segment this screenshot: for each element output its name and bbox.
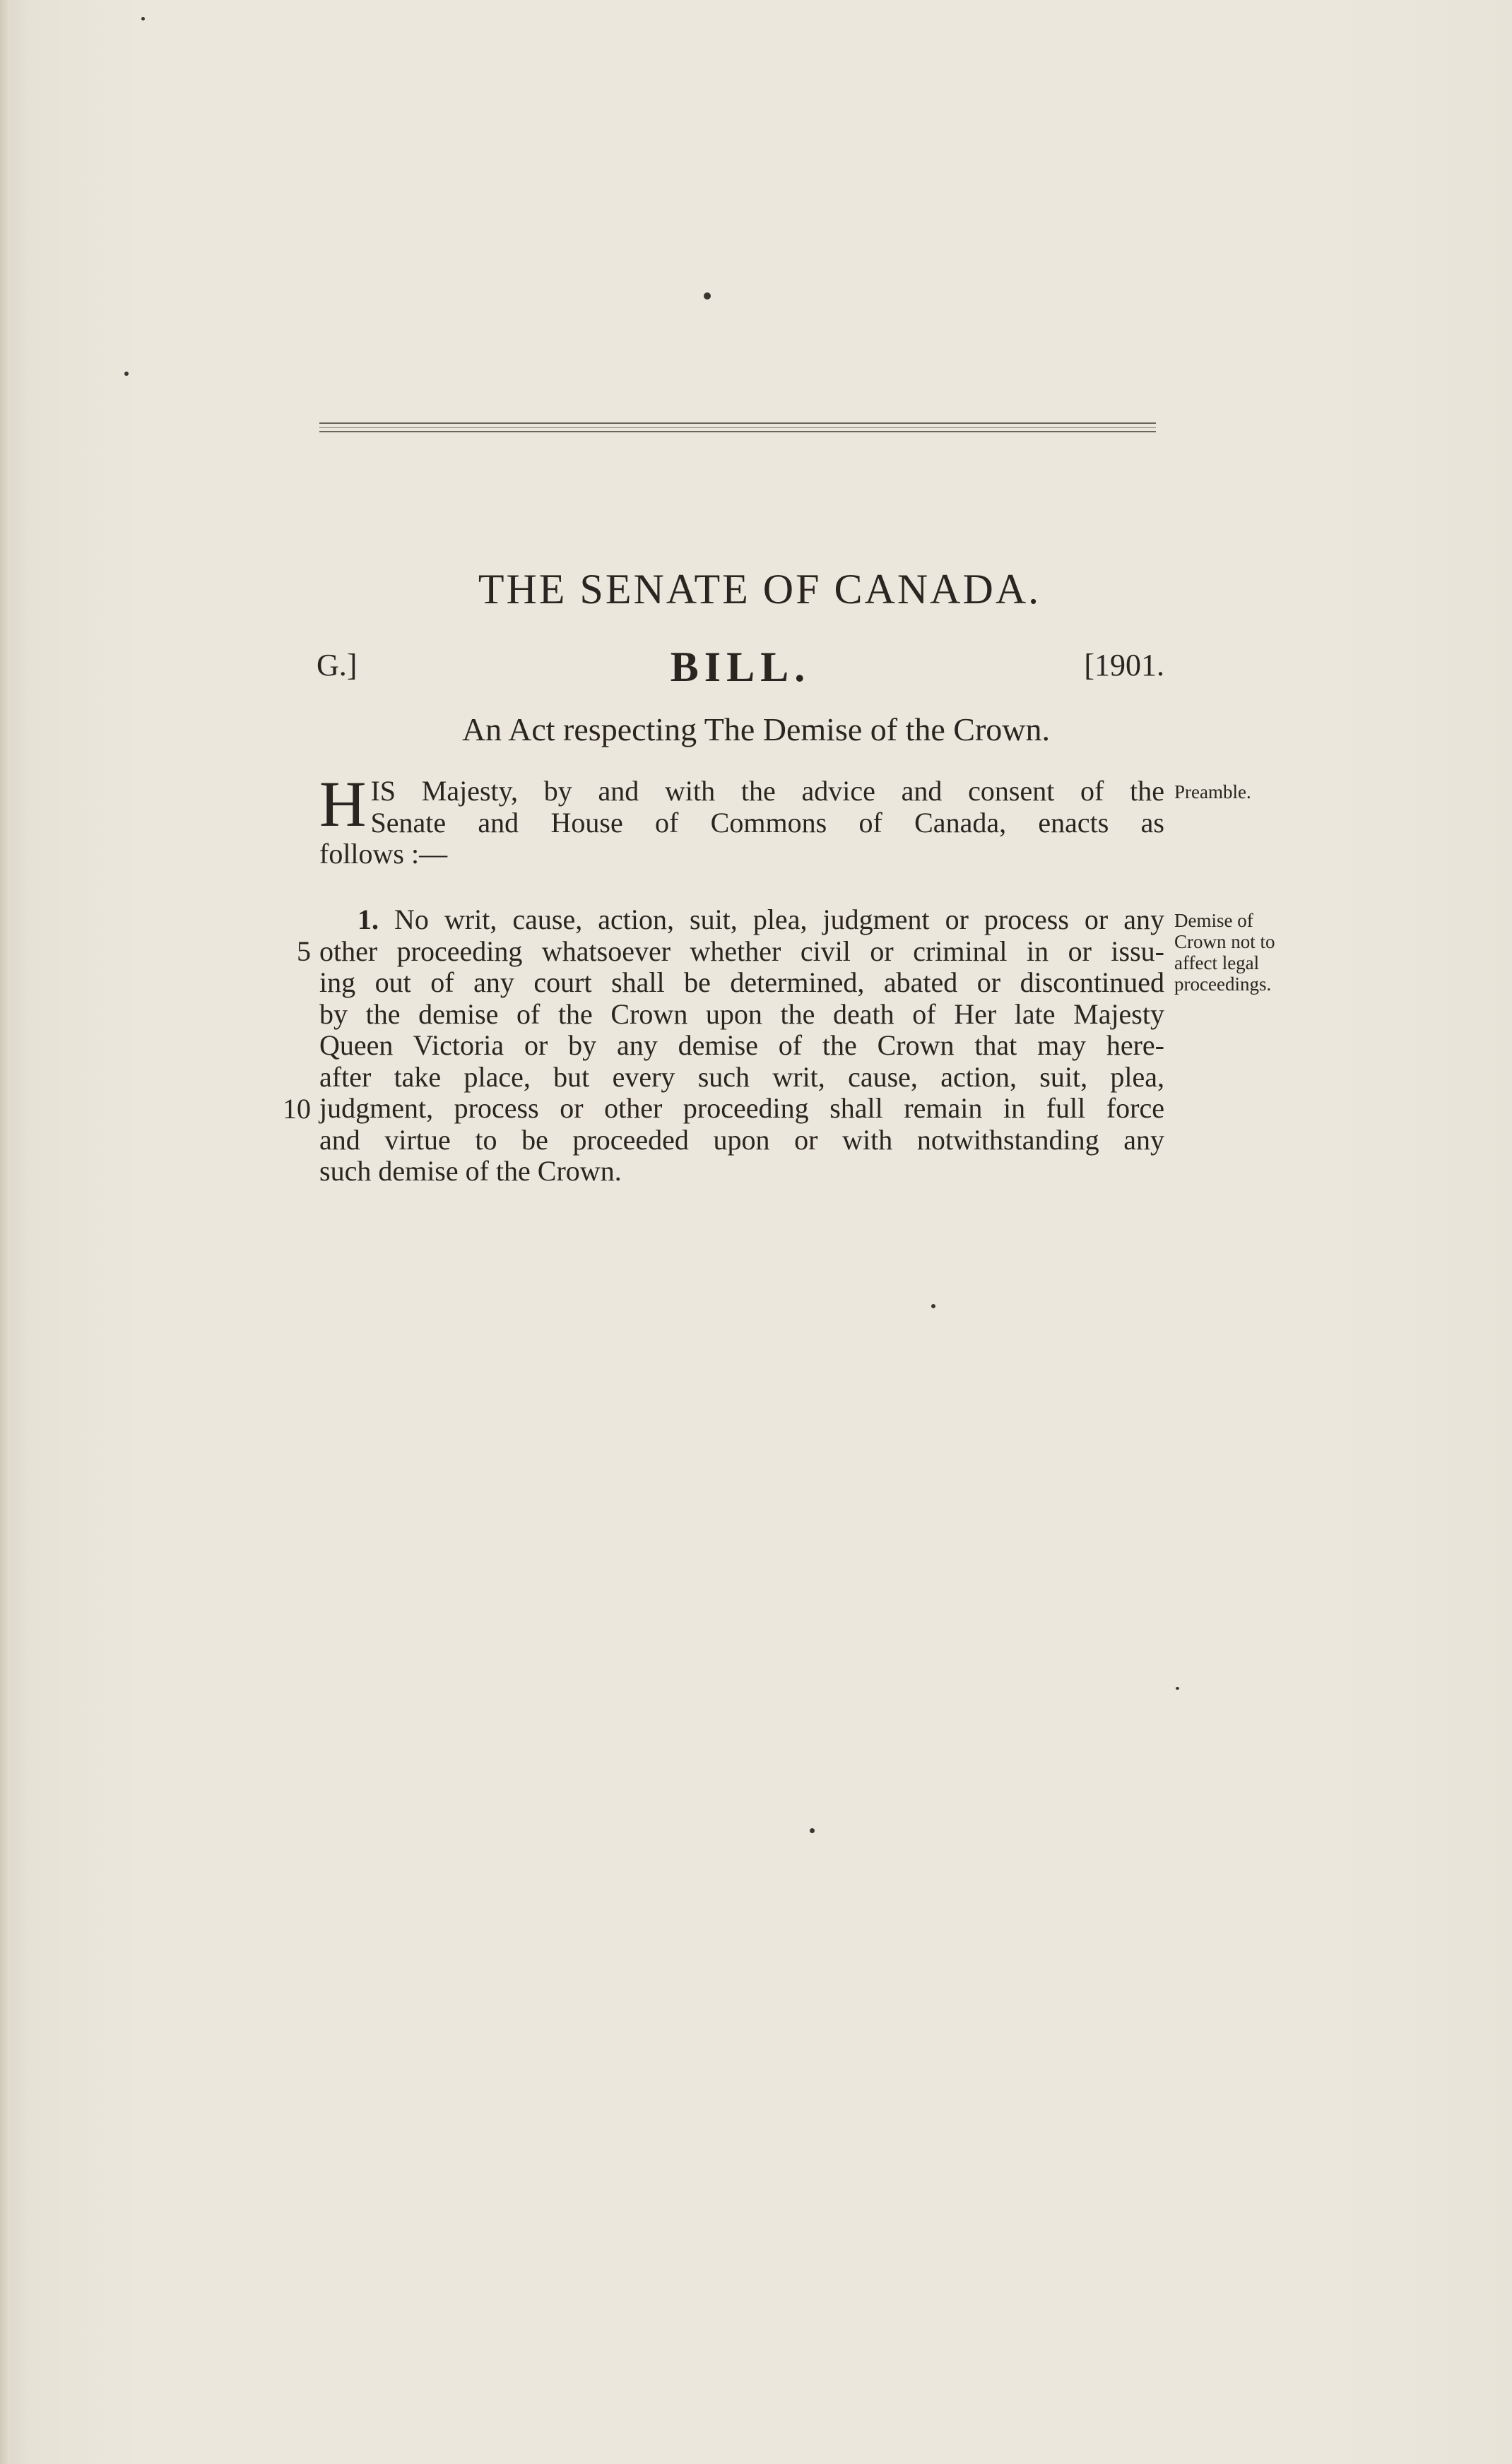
- bill-year: [1901.: [1084, 648, 1164, 682]
- senate-title: THE SENATE OF CANADA.: [478, 566, 1041, 612]
- section-line: after take place, but every such writ, cause, action, suit, plea,: [319, 1060, 1164, 1093]
- header-rule: [319, 421, 1156, 435]
- ink-speck: [124, 372, 129, 376]
- dropcap: H: [319, 768, 367, 840]
- preamble-line: follows :—: [319, 838, 448, 870]
- section-number: 1.: [358, 904, 379, 935]
- marginal-note-preamble: [1174, 781, 1251, 802]
- act-title: An Act respecting The Demise of the Crown.: [461, 711, 1051, 747]
- bill-heading: BILL.: [670, 644, 811, 690]
- ink-speck: [1176, 1687, 1179, 1690]
- bill-series: G.]: [317, 648, 358, 682]
- preamble-line: IS Majesty, by and with the advice and consent of the: [370, 775, 1164, 807]
- section-line: other proceeding whatsoever whether civil or criminal in or issu-: [319, 935, 1164, 967]
- line-number: 10: [283, 1093, 311, 1125]
- section-line: [319, 904, 1164, 936]
- marginal-note-text: proceedings.: [1174, 973, 1272, 995]
- ink-speck: [141, 17, 145, 20]
- section-line: judgment, process or other proceeding shall remain in full force: [319, 1092, 1164, 1124]
- line-number: 5: [297, 935, 311, 967]
- marginal-note-text: Demise of: [1174, 910, 1253, 931]
- section-line: such demise of the Crown.: [319, 1155, 622, 1187]
- section-line: Queen Victoria or by any demise of the Crown that may here-: [319, 1029, 1164, 1061]
- page-edge: [0, 0, 10, 2464]
- preamble: [319, 768, 1164, 870]
- marginal-note-text: affect legal: [1174, 952, 1260, 973]
- section-line: and virtue to be proceeded upon or with notwithstanding any: [319, 1123, 1164, 1156]
- bill-header-row: [317, 643, 1164, 699]
- marginal-note-section-1: [1174, 910, 1275, 995]
- marginal-note-text: Preamble.: [1174, 781, 1251, 802]
- preamble-line: Senate and House of Commons of Canada, enacts as: [370, 806, 1164, 839]
- section-line: ing out of any court shall be determined, abated or discontinued: [319, 966, 1164, 998]
- section-line: by the demise of the Crown upon the death of Her late Majesty: [319, 997, 1164, 1030]
- ink-speck: [704, 292, 711, 300]
- ink-speck: [810, 1828, 815, 1833]
- marginal-note-text: Crown not to: [1174, 931, 1275, 952]
- section-line-text: No writ, cause, action, suit, plea, judgment or process or any: [394, 904, 1165, 935]
- section-1: [319, 904, 1164, 1187]
- ink-speck: [931, 1304, 935, 1308]
